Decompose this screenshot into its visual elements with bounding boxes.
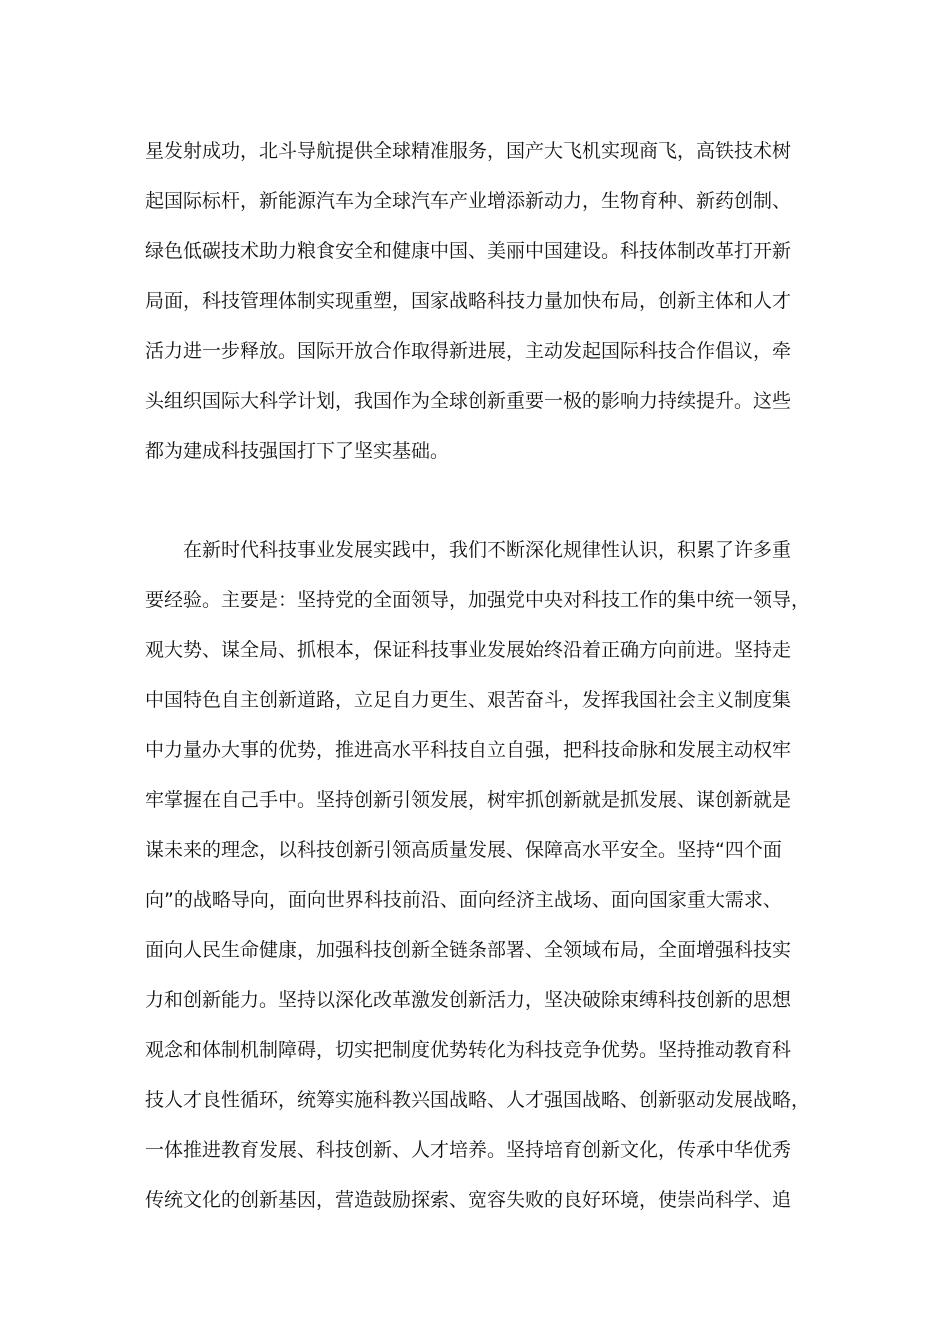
paragraph-line: 活力进一步释放。国际开放合作取得新进展，主动发起国际科技合作倡议，牵 — [145, 340, 792, 362]
paragraph-line: 传统文化的创新基因，营造鼓励探索、宽容失败的良好环境，使崇尚科学、追 — [145, 1189, 792, 1211]
paragraph-line: 在新时代科技事业发展实践中，我们不断深化规律性认识，积累了许多重 — [183, 539, 792, 561]
paragraph-line: 起国际标杆，新能源汽车为全球汽车产业增添新动力，生物育种、新药创制、 — [145, 190, 792, 212]
paragraph-line: 都为建成科技强国打下了坚实基础。 — [145, 440, 450, 462]
paragraph-line: 向”的战略导向，面向世界科技前沿、面向经济主战场、面向国家重大需求、 — [145, 889, 782, 911]
paragraph-line: 力和创新能力。坚持以深化改革激发创新活力，坚决破除束缚科技创新的思想 — [145, 989, 792, 1011]
paragraph-2 — [145, 525, 825, 1225]
paragraph-line: 观念和体制机制障碍，切实把制度优势转化为科技竞争优势。坚持推动教育科 — [145, 1039, 792, 1061]
paragraph-line: 牢掌握在自己手中。坚持创新引领发展，树牢抓创新就是抓发展、谋创新就是 — [145, 789, 792, 811]
paragraph-line: 观大势、谋全局、抓根本，保证科技事业发展始终沿着正确方向前进。坚持走 — [145, 639, 792, 661]
paragraph-line: 技人才良性循环，统筹实施科教兴国战略、人才强国战略、创新驱动发展战略， — [145, 1089, 811, 1111]
paragraph-line: 头组织国际大科学计划，我国作为全球创新重要一极的影响力持续提升。这些 — [145, 390, 792, 412]
paragraph-line: 一体推进教育发展、科技创新、人才培养。坚持培育创新文化，传承中华优秀 — [145, 1139, 792, 1161]
paragraph-line: 中力量办大事的优势，推进高水平科技自立自强，把科技命脉和发展主动权牢 — [145, 739, 792, 761]
paragraph-line: 绿色低碳技术助力粮食安全和健康中国、美丽中国建设。科技体制改革打开新 — [145, 240, 792, 262]
paragraph-line: 局面，科技管理体制实现重塑，国家战略科技力量加快布局，创新主体和人才 — [145, 290, 792, 312]
paragraph-line: 面向人民生命健康，加强科技创新全链条部署、全领域布局，全面增强科技实 — [145, 939, 792, 961]
paragraph-line: 要经验。主要是：坚持党的全面领导，加强党中央对科技工作的集中统一领导， — [145, 589, 811, 611]
paragraph-1 — [145, 126, 825, 476]
paragraph-line: 中国特色自主创新道路，立足自力更生、艰苦奋斗，发挥我国社会主义制度集 — [145, 689, 792, 711]
paragraph-line: 星发射成功，北斗导航提供全球精准服务，国产大飞机实现商飞，高铁技术树 — [145, 140, 792, 162]
paragraph-line: 谋未来的理念，以科技创新引领高质量发展、保障高水平安全。坚持“四个面 — [145, 839, 782, 861]
